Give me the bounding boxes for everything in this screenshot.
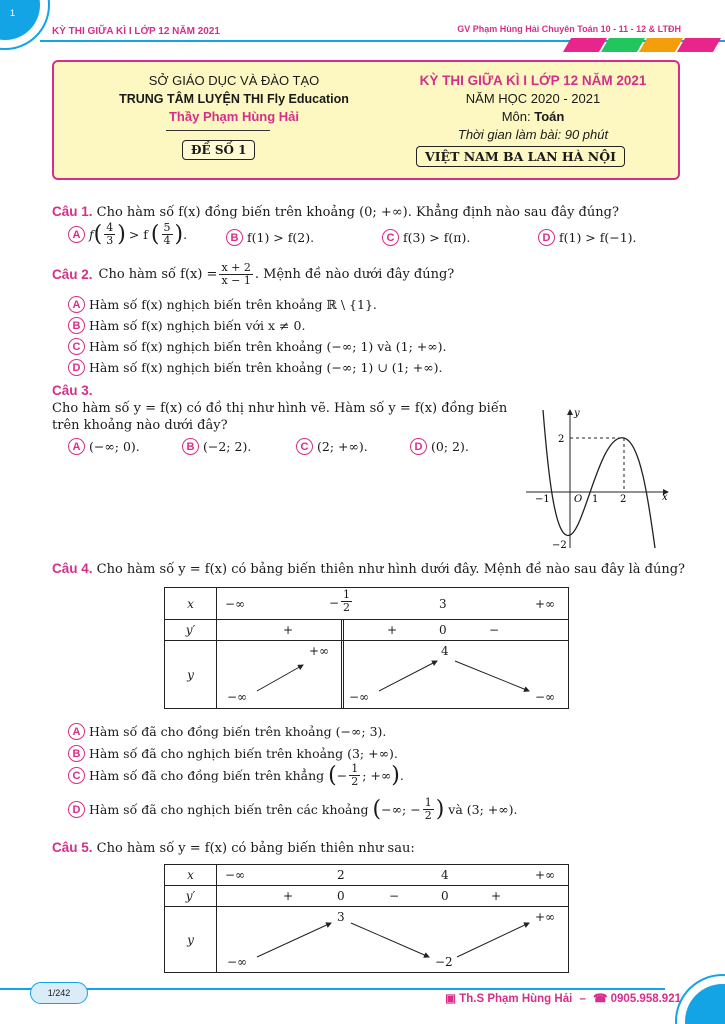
question-3-label-line	[52, 383, 93, 399]
vt-zero: 0	[439, 623, 447, 637]
x-axis-label: x	[662, 492, 668, 503]
fraction-5-4	[162, 222, 173, 247]
paren-open: (	[328, 763, 337, 788]
vt-x-label: x	[187, 596, 194, 611]
q3-option-b[interactable]	[182, 438, 251, 455]
time-limit: Thời gian làm bài: 90 phút	[457, 127, 609, 142]
variation-table-q5	[164, 864, 569, 973]
question-5-text: Cho hàm số y = f(x) có bảng biến thiên như sau:	[96, 841, 415, 856]
vt-plus-1: +	[283, 889, 294, 903]
vt-minus-inf: −∞	[225, 868, 246, 882]
q3-option-b-text: (−2; 2).	[203, 439, 252, 454]
vt-y-minus-2: −2	[435, 955, 453, 969]
option-d-badge: D	[538, 229, 555, 246]
option-c-badge: C	[296, 438, 313, 455]
q2-option-c[interactable]	[68, 338, 447, 355]
dept-name: SỞ GIÁO DỤC VÀ ĐÀO TẠO	[148, 73, 320, 88]
question-3-text-1: Cho hàm số y = f(x) có đồ thị như hình vẽ. Hàm số y = f(x) đồng biến	[52, 401, 508, 416]
fraction-1-2	[423, 797, 434, 822]
question-2-text-post: . Mệnh đề nào dưới đây đúng?	[254, 267, 455, 282]
q4-c-end: .	[399, 768, 404, 783]
vt-minus: −	[489, 623, 500, 637]
q1-a-end: .	[183, 227, 188, 242]
exam-name: KỲ THI GIỮA KÌ I LỚP 12 NĂM 2021	[419, 73, 647, 88]
frac-num: 1	[343, 588, 350, 601]
q1-option-a[interactable]	[68, 222, 187, 247]
question-1	[52, 204, 619, 220]
option-d-badge: D	[68, 801, 85, 818]
origin-label: O	[574, 494, 583, 505]
frac-num: 1	[351, 762, 359, 775]
frac-num: 4	[106, 221, 114, 234]
tick-1: 1	[592, 494, 599, 505]
option-c-badge: C	[382, 229, 399, 246]
frac-num: 1	[424, 796, 432, 809]
q1-a-f: f	[89, 227, 94, 242]
vt-yprime-label: y′	[185, 889, 196, 903]
function-curve	[543, 410, 655, 548]
q4-option-c[interactable]	[68, 763, 404, 788]
option-d-badge: D	[410, 438, 427, 455]
q1-option-b[interactable]	[226, 229, 314, 246]
subject-name: Toán	[534, 109, 565, 124]
q1-option-d[interactable]	[538, 229, 637, 246]
option-c-badge: C	[68, 338, 85, 355]
option-a-badge: A	[68, 226, 85, 243]
fraction-x2-x1	[219, 262, 252, 287]
frac-den: x − 1	[221, 274, 251, 287]
tick-2: 2	[620, 494, 627, 505]
paren-close: )	[117, 222, 126, 247]
vt4-y-row	[217, 641, 569, 709]
header-exam-title: KỲ THI GIỮA KÌ I LỚP 12 NĂM 2021	[52, 26, 220, 37]
q3-option-c[interactable]	[296, 438, 368, 455]
question-5	[52, 840, 415, 856]
vt-y-plus-inf: +∞	[309, 644, 330, 658]
vt-y-minus-inf: −∞	[227, 690, 248, 704]
fraction-4-3	[104, 222, 115, 247]
option-b-badge: B	[68, 317, 85, 334]
footer-page-number: 1/242	[30, 982, 88, 1004]
y-tick-2: 2	[558, 434, 565, 445]
q3-option-d[interactable]	[410, 438, 469, 455]
vt-y-plus-inf: +∞	[535, 910, 556, 924]
option-a-badge: A	[68, 723, 85, 740]
q2-option-d-text: Hàm số f(x) nghịch biến trên khoảng (−∞; 1) ∪ (1; +∞).	[89, 360, 443, 375]
vt5-y-head	[165, 907, 217, 973]
title-box-left	[94, 72, 374, 126]
vt4-y-head	[165, 641, 217, 709]
vt4-x-head	[165, 588, 217, 620]
vt-y-label: y	[187, 667, 194, 682]
tab-pink-2	[677, 38, 721, 52]
footer-phone: 0905.958.921	[610, 993, 681, 1005]
exam-title-box	[52, 60, 680, 180]
vt-double-bar	[341, 620, 344, 640]
q3-option-d-text: (0; 2).	[431, 439, 469, 454]
vt-y-label: y	[187, 932, 194, 947]
paren-close: )	[435, 797, 445, 822]
footer-author: Th.S Phạm Hùng Hải	[459, 993, 573, 1005]
vt-minus-inf: −∞	[225, 597, 246, 611]
q2-option-d[interactable]	[68, 359, 442, 376]
variation-table-q4	[164, 587, 569, 709]
tab-pink	[563, 38, 607, 52]
document-icon: ▣	[445, 993, 456, 1005]
frac-den: 3	[106, 234, 114, 247]
q1-option-c-text: f(3) > f(π).	[403, 230, 471, 245]
paren-close: )	[174, 222, 184, 247]
exam-code: ĐỀ SỐ 1	[182, 140, 255, 160]
vt-y-minus-inf-3: −∞	[535, 690, 556, 704]
frac-den: 4	[163, 234, 171, 247]
question-3-label: Câu 3.	[52, 383, 93, 398]
y-axis-label: y	[574, 408, 580, 419]
school-year: NĂM HỌC 2020 - 2021	[465, 91, 601, 106]
q4-option-a[interactable]	[68, 723, 386, 740]
corner-page-number: 1	[10, 8, 16, 18]
vt-y-three: 3	[337, 910, 345, 924]
q1-option-d-text: f(1) > f(−1).	[559, 230, 637, 245]
vt4-yp-row	[217, 620, 569, 641]
question-4-label: Câu 4.	[52, 561, 93, 576]
frac-den: 2	[343, 601, 350, 614]
vt4-arrows	[217, 641, 569, 709]
frac-num: x + 2	[221, 261, 251, 274]
vt-four: 4	[441, 868, 449, 882]
option-d-badge: D	[68, 359, 85, 376]
y-tick-minus-2: −2	[552, 540, 567, 551]
teacher-name: Thầy Phạm Hùng Hải	[168, 109, 300, 124]
vt-plus-inf: +∞	[535, 597, 556, 611]
subject-line	[398, 108, 668, 126]
q4-option-b-text: Hàm số đã cho nghịch biến trên khoảng (3; +∞).	[89, 746, 398, 761]
q2-option-c-text: Hàm số f(x) nghịch biến trên khoảng (−∞; 1) và (1; +∞).	[89, 339, 447, 354]
vt4-yp-head	[165, 620, 217, 641]
vt5-x-head	[165, 865, 217, 886]
paren-close: )	[391, 763, 400, 788]
option-c-badge: C	[68, 767, 85, 784]
option-b-badge: B	[182, 438, 199, 455]
question-4	[52, 561, 685, 577]
option-b-badge: B	[68, 745, 85, 762]
vt-three: 3	[439, 597, 447, 611]
vt-half-frac	[339, 589, 354, 614]
title-divider	[166, 130, 270, 131]
question-5-label: Câu 5.	[52, 840, 93, 855]
cubic-graph	[520, 402, 676, 552]
vt-two: 2	[337, 868, 345, 882]
tick-minus-1: −1	[535, 494, 550, 505]
q4-option-d[interactable]	[68, 797, 518, 822]
q2-option-a-text: Hàm số f(x) nghịch biến trên khoảng ℝ \ {1}.	[89, 297, 377, 312]
q3-option-a-text: (−∞; 0).	[89, 439, 140, 454]
vt-y-minus-inf: −∞	[227, 955, 248, 969]
option-a-badge: A	[68, 296, 85, 313]
exam-location: VIỆT NAM BA LAN HÀ NỘI	[416, 146, 625, 167]
option-b-badge: B	[226, 229, 243, 246]
vt-zero-2: 0	[441, 889, 449, 903]
vt5-yp-row	[217, 886, 569, 907]
vt-plus-2: +	[387, 623, 398, 637]
vt-yprime-label: y′	[185, 623, 196, 637]
q3-option-a[interactable]	[68, 438, 140, 455]
vt-plus-inf: +∞	[535, 868, 556, 882]
question-1-text: Cho hàm số f(x) đồng biến trên khoảng (0; +∞). Khẳng định nào sau đây đúng?	[96, 205, 619, 220]
q3-option-c-text: (2; +∞).	[317, 439, 368, 454]
footer-divider	[0, 988, 665, 990]
paren-open: (	[372, 797, 382, 822]
q4-option-a-text: Hàm số đã cho đồng biến trên khoảng (−∞; 3).	[89, 724, 387, 739]
question-2-text-pre: Cho hàm số f(x) =	[98, 267, 218, 282]
q2-option-b-text: Hàm số f(x) nghịch biến với x ≠ 0.	[89, 318, 306, 333]
footer-contact	[445, 991, 681, 1005]
vt4-x-row	[217, 588, 569, 620]
subject-label: Môn:	[501, 109, 531, 124]
header-color-tabs	[565, 38, 717, 52]
frac-num: 5	[163, 221, 171, 234]
paren-open: (	[150, 222, 160, 247]
vt-plus-2: +	[491, 889, 502, 903]
phone-icon: ☎	[593, 993, 608, 1005]
vt5-y-row	[217, 907, 569, 973]
question-3-text-2: trên khoảng nào dưới đây?	[52, 418, 228, 433]
question-2-label: Câu 2.	[52, 267, 93, 282]
vt-zero-1: 0	[337, 889, 345, 903]
vt-minus: −	[389, 889, 400, 903]
q4-option-b[interactable]	[68, 745, 398, 762]
vt-x-label: x	[187, 868, 194, 882]
question-4-text: Cho hàm số y = f(x) có bảng biến thiên như hình dưới đây. Mệnh đề nào sau đây là đúng?	[96, 562, 685, 577]
title-box-right	[398, 72, 668, 144]
frac-den: 2	[424, 809, 432, 822]
option-a-badge: A	[68, 438, 85, 455]
vt-plus-1: +	[283, 623, 294, 637]
tab-orange	[639, 38, 683, 52]
q1-option-c[interactable]	[382, 229, 470, 246]
q1-a-gt: > f	[128, 227, 148, 242]
header-author: GV Phạm Hùng Hải Chuyên Toán 10 - 11 - 12 & LTĐH	[457, 24, 681, 34]
question-1-label: Câu 1.	[52, 204, 93, 219]
q4-option-c-text: Hàm số đã cho đồng biến trên khẳng	[89, 768, 325, 783]
frac-den: 2	[351, 775, 359, 788]
vt-y-four: 4	[441, 644, 449, 658]
paren-open: (	[93, 222, 103, 247]
q4-d-end: và (3; +∞).	[448, 802, 518, 817]
center-name: TRUNG TÂM LUYỆN THI Fly Education	[119, 92, 349, 106]
fraction-1-2	[349, 763, 360, 788]
q4-option-d-text: Hàm số đã cho nghịch biến trên các khoảng	[89, 802, 369, 817]
footer-separator: –	[579, 993, 586, 1005]
q4-c-minus: −	[336, 768, 348, 783]
vt-minus-sign: −	[329, 596, 340, 610]
q2-option-b[interactable]	[68, 317, 305, 334]
tab-green	[601, 38, 645, 52]
q4-c-inner: ; +∞	[362, 768, 392, 783]
q4-d-inner: −∞; −	[381, 802, 421, 817]
vt-y-minus-inf-2: −∞	[349, 690, 370, 704]
q2-option-a[interactable]	[68, 296, 377, 313]
vt5-x-row	[217, 865, 569, 886]
vt5-yp-head	[165, 886, 217, 907]
question-2	[52, 262, 454, 287]
q1-option-b-text: f(1) > f(2).	[247, 230, 315, 245]
vt5-arrows	[217, 907, 569, 973]
